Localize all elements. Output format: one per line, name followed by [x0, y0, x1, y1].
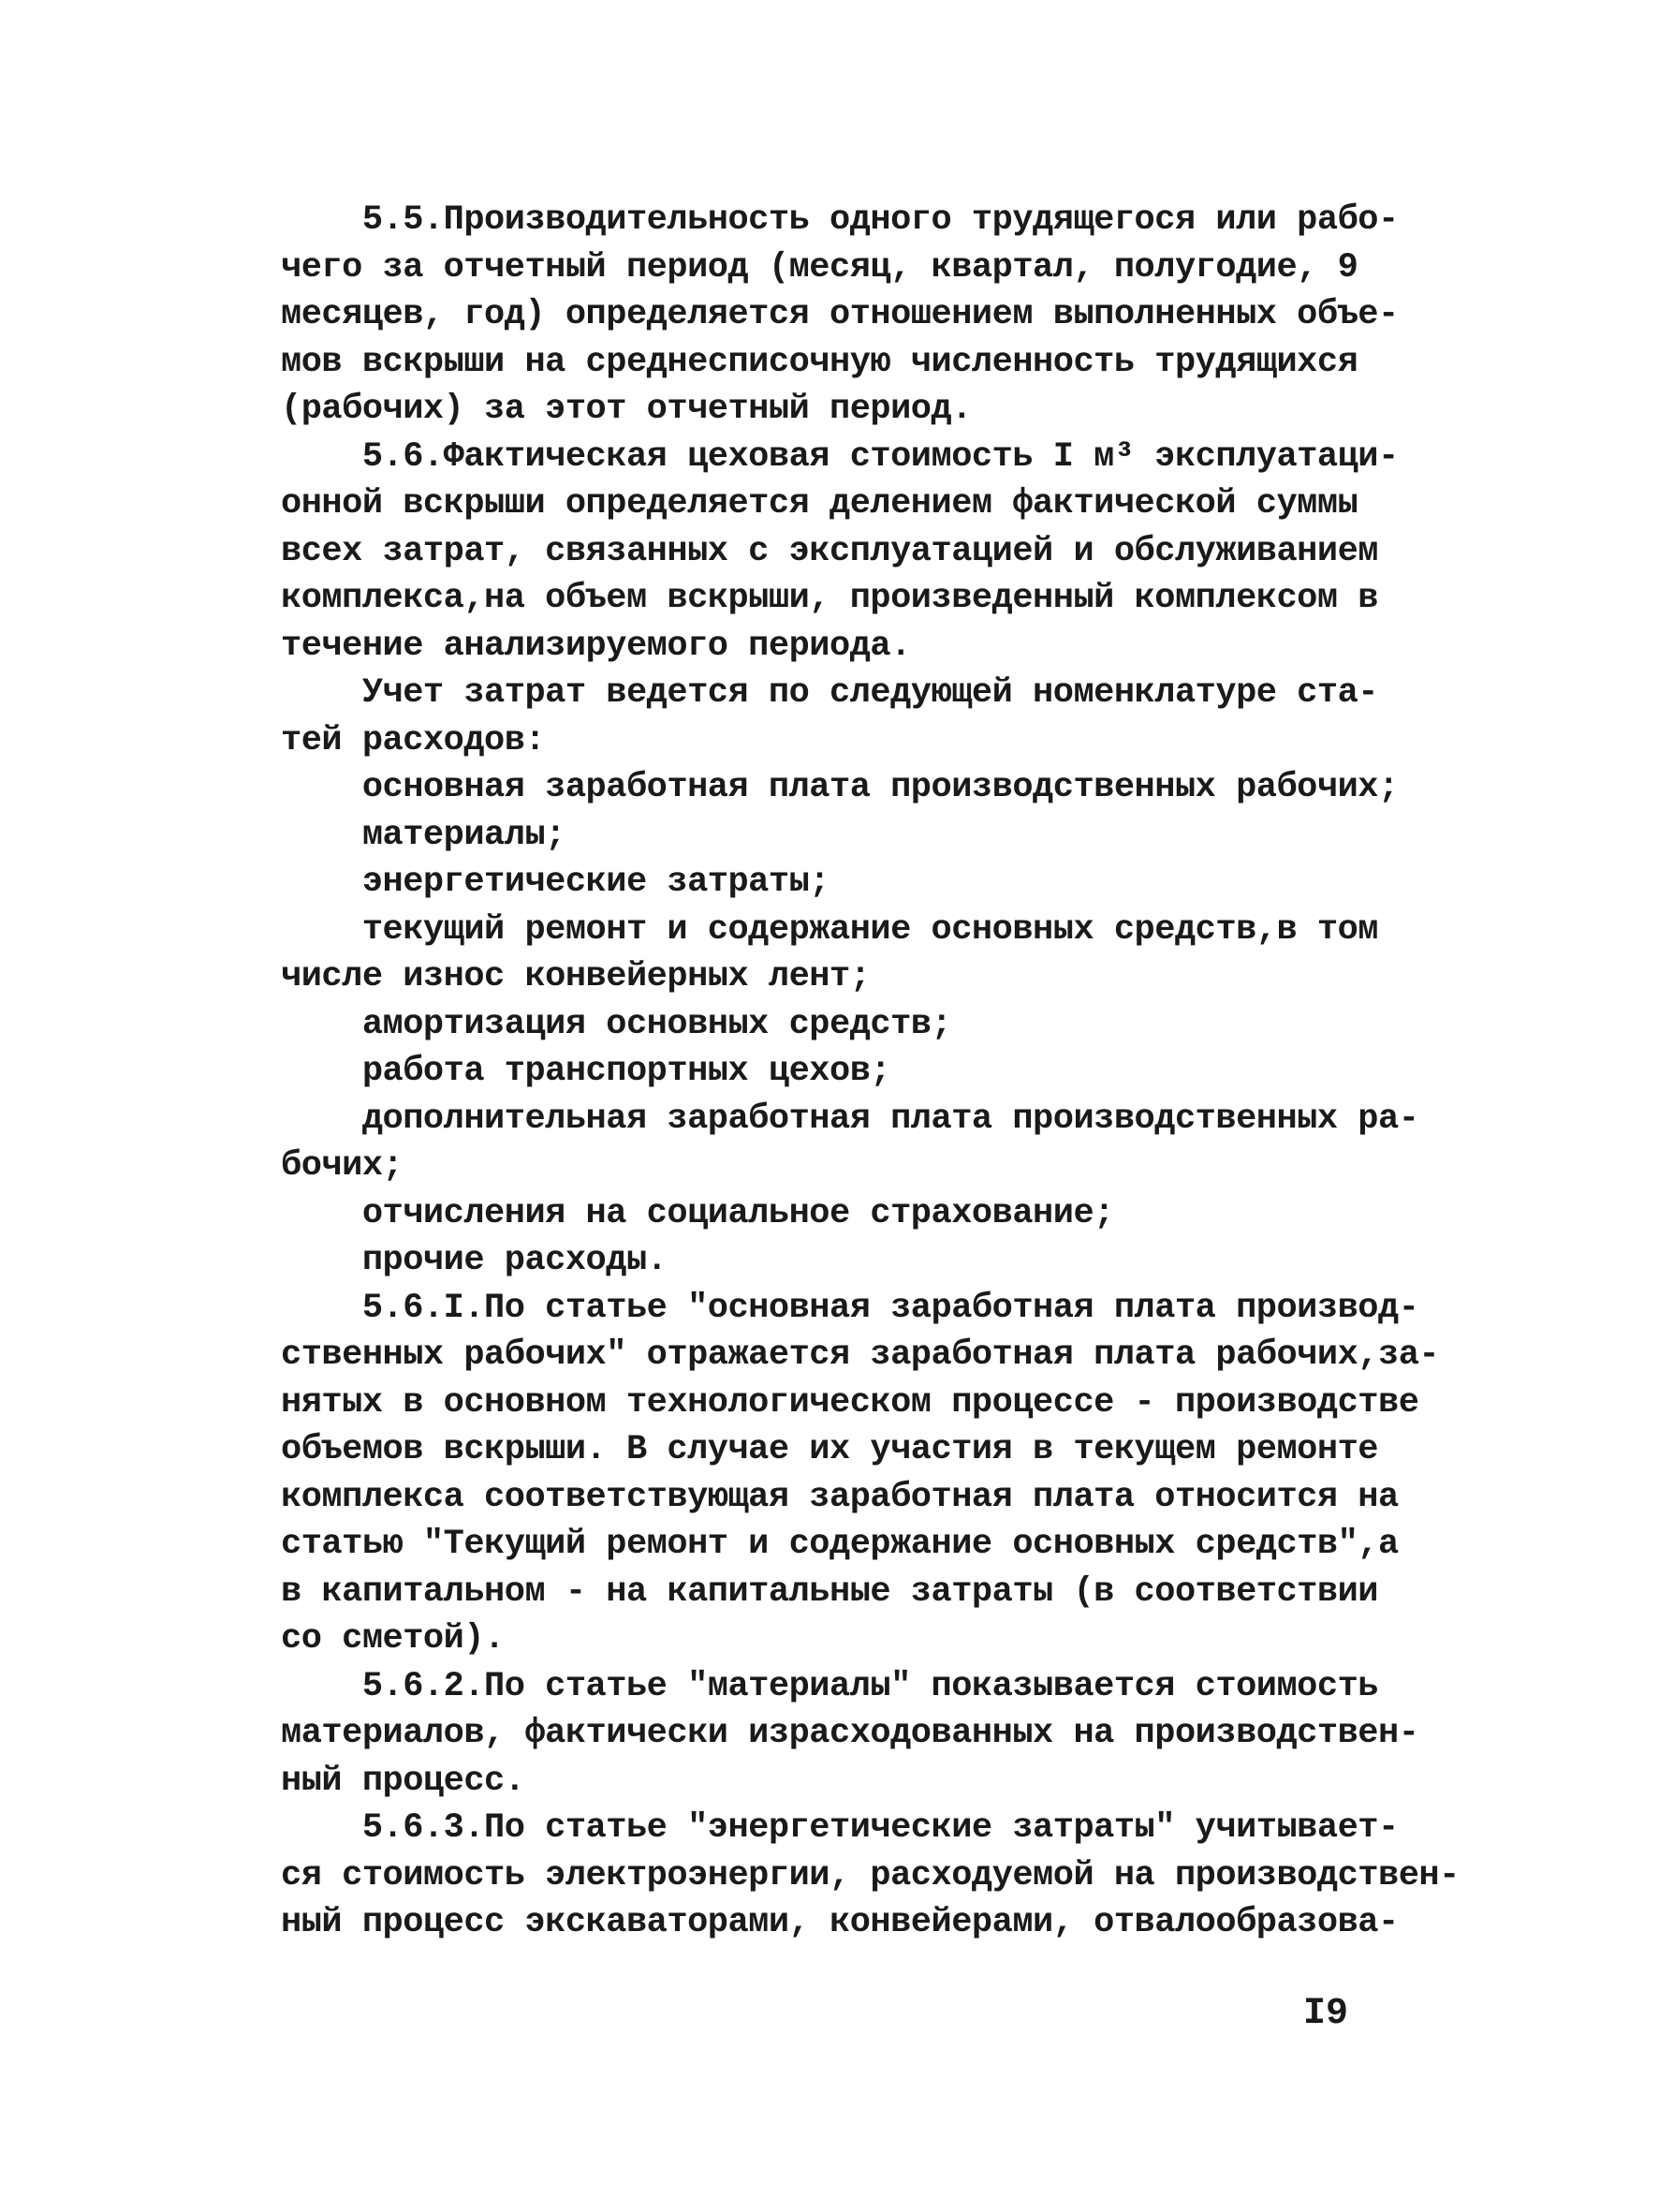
text-line: отчисления на социальное страхование;	[281, 1193, 1114, 1233]
text-line: дополнительная заработная плата производственных ра-	[281, 1099, 1419, 1139]
text-line: материалы;	[281, 815, 565, 855]
text-line: прочие расходы.	[281, 1241, 668, 1280]
text-line: ся стоимость электроэнергии, расходуемой на производствен-	[281, 1855, 1460, 1895]
text-line: комплекса соответствующая заработная плата относится на	[281, 1477, 1399, 1517]
text-line: работа транспортных цехов;	[281, 1052, 891, 1091]
text-line: тей расходов:	[281, 720, 546, 760]
page-number: I9	[1303, 1993, 1349, 2035]
text-line: месяцев, год) определяется отношением выполненных объе-	[281, 295, 1399, 334]
text-line: числе износ конвейерных лент;	[281, 957, 871, 996]
text-line: чего за отчетный период (месяц, квартал, полугодие, 9	[281, 247, 1358, 288]
body-text	[281, 197, 1460, 1947]
text-line: в капитальном - на капитальные затраты (в соответствии	[281, 1571, 1378, 1612]
text-line: течение анализируемого периода.	[281, 626, 911, 666]
text-line: объемов вскрыши. В случае их участия в текущем ремонте	[281, 1430, 1378, 1469]
text-line: ный процесс.	[281, 1761, 525, 1801]
text-line: текущий ремонт и содержание основных средств,в том	[281, 909, 1378, 950]
text-line: материалов, фактически израсходованных на производствен-	[281, 1714, 1419, 1753]
text-line: основная заработная плата производственных рабочих;	[281, 768, 1399, 807]
text-line: со сметой).	[281, 1619, 505, 1659]
text-line: бочих;	[281, 1146, 404, 1186]
text-line: (рабочих) за этот отчетный период.	[281, 390, 972, 429]
text-line: онной вскрыши определяется делением фактической суммы	[281, 484, 1358, 524]
text-line: ный процесс экскаваторами, конвейерами, отвалообразова-	[281, 1903, 1399, 1942]
text-line: мов вскрыши на среднесписочную численность трудящихся	[281, 342, 1358, 382]
text-line: 5.6.3.По статье "энергетические затраты" учитывает-	[281, 1808, 1399, 1848]
text-line: 5.6.2.По статье "материалы" показывается стоимость	[281, 1666, 1378, 1706]
text-line: Учет затрат ведется по следующей номенклатуре ста-	[281, 673, 1378, 713]
text-line: 5.6.I.По статье "основная заработная плата производ-	[281, 1288, 1419, 1328]
text-line: статью "Текущий ремонт и содержание основных средств",а	[281, 1525, 1399, 1564]
text-line: комплекса,на объем вскрыши, произведенный комплексом в	[281, 579, 1378, 618]
text-line: всех затрат, связанных с эксплуатацией и обслуживанием	[281, 531, 1378, 571]
text-line: 5.5.Производительность одного трудящегося или рабо-	[281, 200, 1399, 240]
text-line: энергетические затраты;	[281, 863, 830, 902]
text-line: 5.6.Фактическая цеховая стоимость I м³ эксплуатаци-	[281, 436, 1399, 477]
text-line: амортизация основных средств;	[281, 1004, 952, 1044]
text-line: ственных рабочих" отражается заработная плата рабочих,за-	[281, 1335, 1440, 1375]
text-line: нятых в основном технологическом процессе - производстве	[281, 1382, 1419, 1423]
